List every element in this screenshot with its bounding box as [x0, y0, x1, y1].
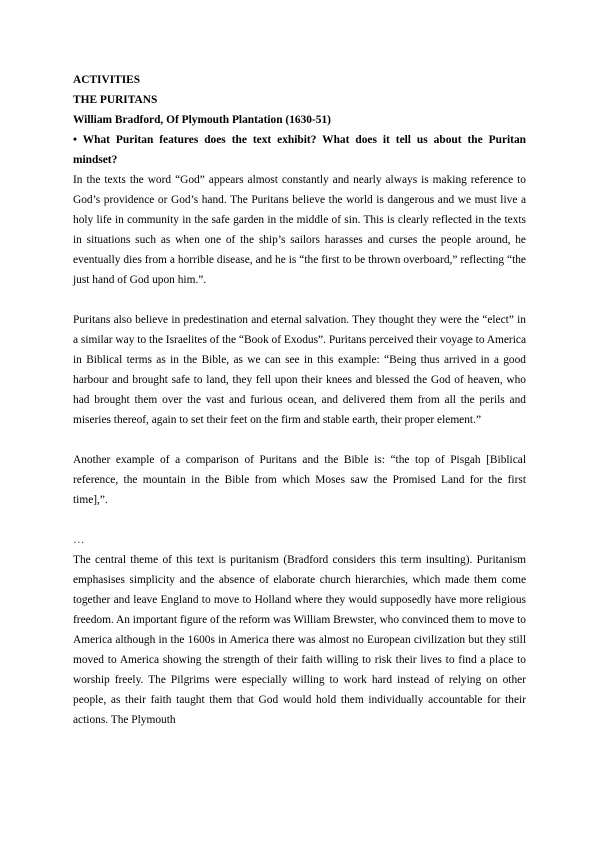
paragraph-spacer	[73, 430, 526, 450]
paragraph-spacer	[73, 290, 526, 310]
activities-heading: ACTIVITIES	[73, 74, 141, 86]
paragraph-providence: In the texts the word “God” appears almost constantly and nearly always is making reference to God’s providence or God’s hand. The Puritans believe the world is dangerous and we must live a holy life in community in the safe garden in the middle of sin. This is clearly reflected in the texts in situations such as when one of the ship’s sailors harasses and curses the people around, he eventually dies from a horrible disease, and he is “the first to be thrown overboard,” reflecting “the just hand of God upon him.”.	[73, 174, 526, 286]
source-title: William Bradford, Of Plymouth Plantation (1630-51)	[73, 114, 331, 126]
paragraph-bible-comparison: Another example of a comparison of Puritans and the Bible is: “the top of Pisgah [Biblical reference, the mountain in the Bible from which Moses saw the Promised Land for the first time],”.	[73, 454, 526, 506]
paragraph-central-theme: The central theme of this text is puritanism (Bradford considers this term insulting). Puritanism emphasises simplicity and the absence of elaborate church hierarchies, which made them come together and leave England to move to Holland where they would supposedly have more religious freedom. An important figure of the reform was William Brewster, who convinced them to move to America although in the 1600s in America there was almost no European civilization but they still moved to America showing the strength of their faith willing to risk their lives to find a place to worship freely. The Pilgrims were especially willing to work hard instead of relying on other people, as their faith taught them that God would hold them individually accountable for their actions. The Plymouth	[73, 554, 526, 726]
question-prompt: • What Puritan features does the text exhibit? What does it tell us about the Puritan mindset?	[73, 134, 526, 166]
paragraph-predestination: Puritans also believe in predestination and eternal salvation. They thought they were the “elect” in a similar way to the Israelites of the “Book of Exodus”. Puritans perceived their voyage to America in Biblical terms as in the Bible, as we can see in this example: “Being thus arrived in a good harbour and brought safe to land, they fell upon their knees and blessed the God of heaven, who had brought them over the vast and furious ocean, and delivered them from all the perils and miseries thereof, again to set their feet on the firm and stable earth, their proper element.”	[73, 314, 526, 426]
paragraph-spacer	[73, 510, 526, 530]
section-heading: THE PURITANS	[73, 94, 158, 106]
omission-ellipsis: …	[73, 534, 86, 546]
document-page	[73, 70, 526, 730]
